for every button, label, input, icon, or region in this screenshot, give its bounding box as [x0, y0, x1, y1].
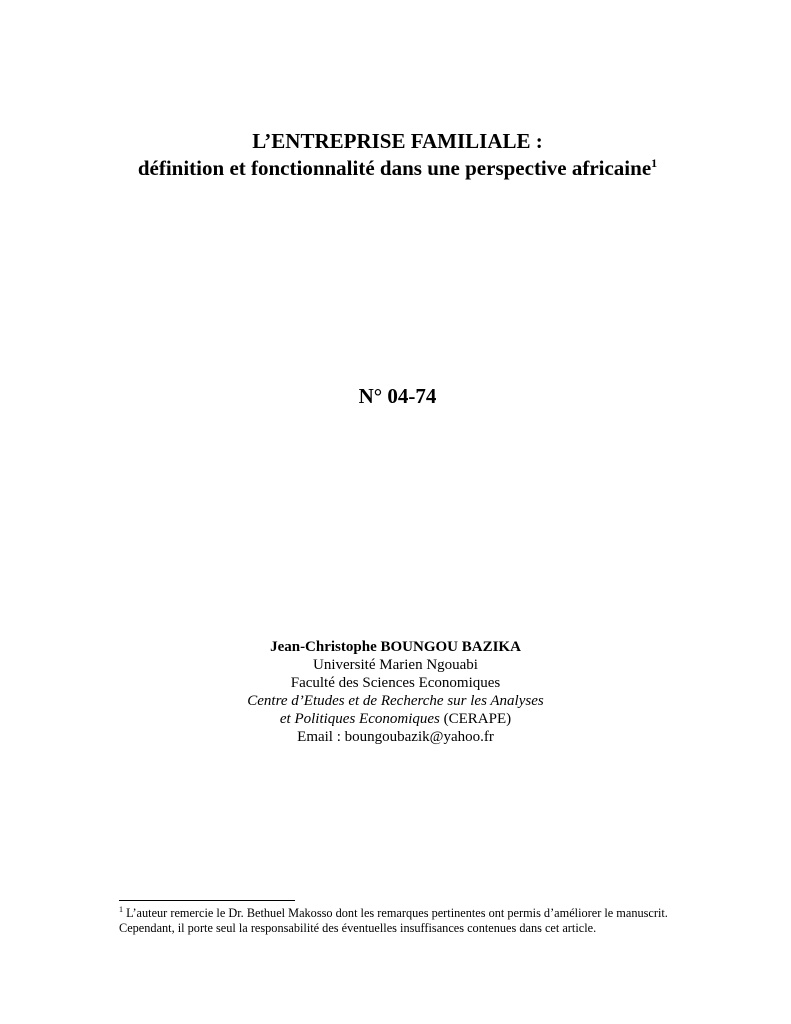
author-university: Université Marien Ngouabi — [313, 657, 478, 673]
author-centre-line2 — [0, 710, 791, 728]
footnote-marker: 1 — [119, 904, 123, 914]
footnote — [119, 906, 679, 936]
author-name: Jean-Christophe BOUNGOU BAZIKA — [270, 639, 521, 655]
author-email[interactable]: Email : boungoubazik@yahoo.fr — [297, 729, 494, 745]
author-centre-line1: Centre d’Etudes et de Recherche sur les Analyses — [247, 693, 544, 709]
author-block — [0, 638, 791, 746]
author-faculty: Faculté des Sciences Economiques — [290, 675, 501, 691]
title-main: L’ENTREPRISE FAMILIALE : — [252, 129, 543, 153]
author-centre-name: et Politiques Economiques — [279, 711, 440, 727]
document-number: N° 04-74 — [358, 384, 437, 408]
footnote-text-line1: L’auteur remercie le Dr. Bethuel Makosso dont les remarques pertinentes ont permis d’améliorer le manuscrit. — [123, 906, 668, 920]
footnote-divider — [119, 900, 295, 901]
author-centre-acronym: (CERAPE) — [439, 711, 512, 727]
title-block — [0, 128, 791, 182]
footnote-text-line2: Cependant, il porte seul la responsabilité des éventuelles insuffisances contenues dans cet article. — [119, 921, 597, 935]
title-subtitle-text: définition et fonctionnalité dans une perspective africaine — [137, 156, 652, 180]
title-footnote-marker[interactable]: 1 — [651, 156, 658, 170]
title-subtitle — [0, 154, 791, 182]
footnote-line1 — [119, 906, 679, 921]
